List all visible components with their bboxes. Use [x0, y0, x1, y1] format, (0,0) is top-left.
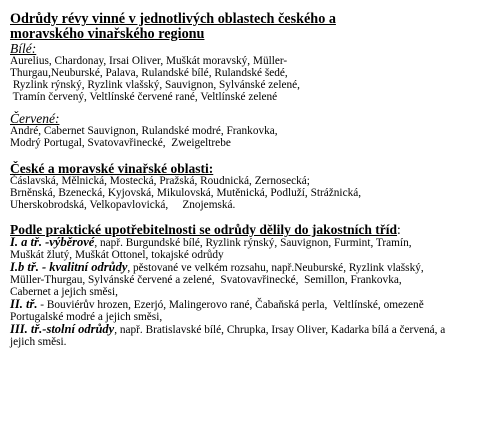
- white-line: Tramín červený, Veltlínské červené rané, Veltlínské zelené: [10, 91, 278, 103]
- regions-line: Čáslavská, Mělnická, Mostecká, Pražská, Roudnická, Zernosecká;: [10, 175, 310, 187]
- white-heading: Bílé:: [10, 41, 37, 56]
- red-heading: Červené:: [10, 111, 60, 126]
- class-text: , např. Bratislavské bílé, Chrupka, Irsay Oliver, Kadarka bílá a červená, a: [114, 324, 446, 336]
- class-cont: Portugalské modré a jejich směsi,: [10, 311, 163, 323]
- class-item-1b: [10, 261, 482, 274]
- white-line: Ryzlink rýnský, Ryzlink vlašský, Sauvignon, Sylvánské zelené,: [10, 79, 300, 91]
- regions-line: Uherskobrodská, Velkopavlovická, Znojemská.: [10, 199, 236, 211]
- document-title-line-2: moravského vinařského regionu: [10, 26, 205, 42]
- classes-heading-colon: :: [397, 222, 401, 237]
- white-line: Aurelius, Chardonay, Irsai Oliver, Muškát moravský, Müller-: [10, 55, 288, 67]
- class-label: I.b tř. - kvalitní odrůdy: [10, 260, 128, 274]
- class-text: , např. Burgundské bílé, Ryzlink rýnský, Sauvignon, Furmint, Tramín,: [94, 237, 412, 249]
- class-text: - Bouviérův hrozen, Ezerjó, Malingerovo rané, Čabaňská perla, Veltlínské, omezeně: [37, 299, 424, 311]
- red-line: André, Cabernet Sauvignon, Rulandské modré, Frankovka,: [10, 125, 278, 137]
- class-text: , pěstované ve velkém rozsahu, např.Neuburské, Ryzlink vlašský,: [127, 262, 424, 274]
- class-label: III. tř.-stolní odrůdy: [10, 322, 115, 336]
- class-label: II. tř.: [10, 297, 38, 311]
- class-label: I. a tř. -výběrové: [10, 235, 95, 249]
- white-line: Thurgau,Neuburské, Palava, Rulandské bílé, Rulandské šedé,: [10, 67, 288, 79]
- regions-line: Brněnská, Bzenecká, Kyjovská, Mikulovská, Mutěnická, Podluží, Strážnická,: [10, 187, 362, 199]
- document-title-line-1: Odrůdy révy vinné v jednotlivých oblastech českého a: [10, 11, 336, 27]
- classes-heading-text: Podle praktické upotřebitelnosti se odrůdy dělily do jakostních tříd: [10, 222, 398, 237]
- class-cont: Cabernet a jejich směsi,: [10, 286, 118, 298]
- class-item-3: [10, 323, 482, 336]
- class-item-1a: [10, 236, 482, 249]
- class-item-2: [10, 298, 482, 311]
- regions-heading: České a moravské vinařské oblasti:: [10, 161, 214, 176]
- class-cont: Müller-Thurgau, Sylvánské červené a zelené, Svatovavřinecké, Semillon, Frankovka,: [10, 274, 402, 286]
- red-line: Modrý Portugal, Svatovavřinecké, Zweigeltrebe: [10, 137, 231, 149]
- class-cont: jejich směsi.: [10, 336, 67, 348]
- document-page: [10, 12, 482, 348]
- class-cont: Muškát žlutý, Muškát Ottonel, tokajské odrůdy: [10, 249, 224, 261]
